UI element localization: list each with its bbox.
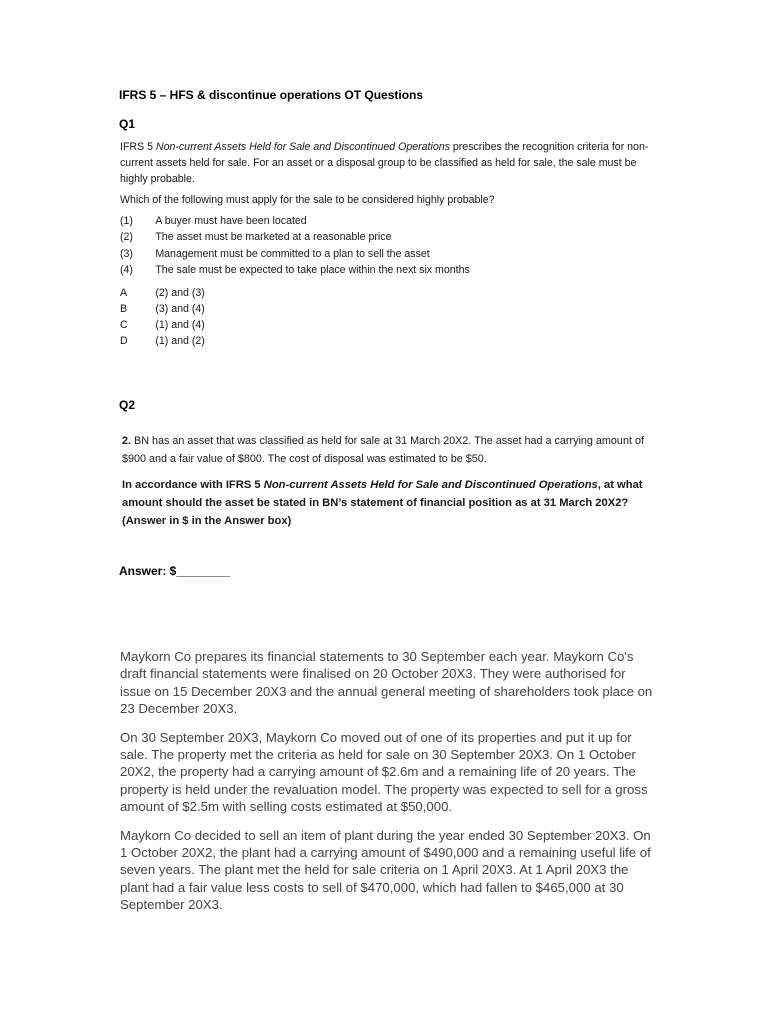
statement-item <box>120 262 613 279</box>
choice-letter: A <box>120 286 128 299</box>
question-1-prompt: Which of the following must apply for the sale to be considered highly probable? <box>120 193 495 206</box>
statement-text: The asset must be marketed at a reasonable price <box>155 231 392 244</box>
choice-text: (2) and (3) <box>155 286 205 299</box>
question-2-prompt-suffix: , at what amount should the asset be stated in BN’s statement of financial position as at 31 March 20X2? (Answer in $ in the Answer box) <box>122 479 643 527</box>
question-1-statements <box>120 213 613 279</box>
case-paragraph: On 30 September 20X3, Maykorn Co moved out of one of its properties and put it up for sale. The property met the criteria as held for sale on 30 September 20X3. On 1 October 20X2, the property had a carrying amount of $2.6m and a remaining life of 20 years. The property is held under the revaluation model. The property was expected to sell for a gross amount of $2.5m with selling costs estimated at $50,000. <box>120 729 648 815</box>
choice-text: (1) and (4) <box>155 318 205 331</box>
statement-number: (3) <box>120 247 133 260</box>
question-2-scenario-text: BN has an asset that was classified as held for sale at 31 March 20X2. The asset had a carrying amount of $900 and a fair value of $800. The cost of disposal was estimated to be $50. <box>122 435 644 465</box>
document-title: IFRS 5 – HFS & discontinue operations OT Questions <box>119 88 424 102</box>
choice-letter: B <box>120 302 128 315</box>
statement-text: The sale must be expected to take place within the next six months <box>155 264 470 277</box>
statement-text: Management must be committed to a plan to sell the asset <box>155 247 430 260</box>
question-1 <box>120 139 649 349</box>
choice-text: (3) and (4) <box>155 302 205 315</box>
case-study <box>120 648 655 925</box>
statement-number: (2) <box>120 231 133 244</box>
question-2-label: Q2 <box>119 398 136 412</box>
question-1-label: Q1 <box>119 117 136 131</box>
statement-number: (1) <box>120 214 133 227</box>
choice-item <box>120 317 613 333</box>
question-1-stem <box>120 139 650 188</box>
question-2 <box>122 432 662 530</box>
statement-item <box>120 213 613 230</box>
question-1-stem-standard-name: Non-current Assets Held for Sale and Discontinued Operations <box>155 141 450 153</box>
choice-letter: C <box>120 318 128 331</box>
question-2-prompt <box>122 476 662 530</box>
choice-item <box>120 333 613 349</box>
question-2-scenario <box>122 432 662 468</box>
statement-number: (4) <box>120 264 133 277</box>
choice-text: (1) and (2) <box>155 334 205 347</box>
question-2-prompt-prefix: In accordance with IFRS 5 <box>122 479 264 491</box>
question-2-number: 2. <box>122 435 132 447</box>
statement-item <box>120 229 613 246</box>
choice-letter: D <box>120 334 128 347</box>
question-1-choices <box>120 285 613 349</box>
statement-item <box>120 246 613 263</box>
question-1-stem-prefix: IFRS 5 <box>120 141 156 153</box>
case-paragraph: Maykorn Co prepares its financial statements to 30 September each year. Maykorn Co's draft financial statements were finalised on 20 October 20X3. They were authorised for issue on 15 December 20X3 and the annual general meeting of shareholders took place on 23 December 20X3. <box>120 649 653 717</box>
choice-item <box>120 285 613 301</box>
choice-item <box>120 301 613 317</box>
question-2-standard-name: Non-current Assets Held for Sale and Discontinued Operations <box>263 479 598 491</box>
statement-text: A buyer must have been located <box>155 214 307 227</box>
case-paragraph: Maykorn Co decided to sell an item of plant during the year ended 30 September 20X3. On 1 October 20X2, the plant had a carrying amount of $490,000 and a remaining useful life of seven years. The plant met the held for sale criteria on 1 April 20X3. At 1 April 20X3 the plant had a fair value less costs to sell of $470,000, which had fallen to $465,000 at 30 September 20X3. <box>120 827 651 913</box>
answer-line: Answer: $________ <box>119 564 230 578</box>
question-1-stem-suffix: prescribes the recognition criteria for non-current assets held for sale. For an asset or a disposal group to be classified as held for sale, the sale must be highly probable. <box>120 141 649 186</box>
